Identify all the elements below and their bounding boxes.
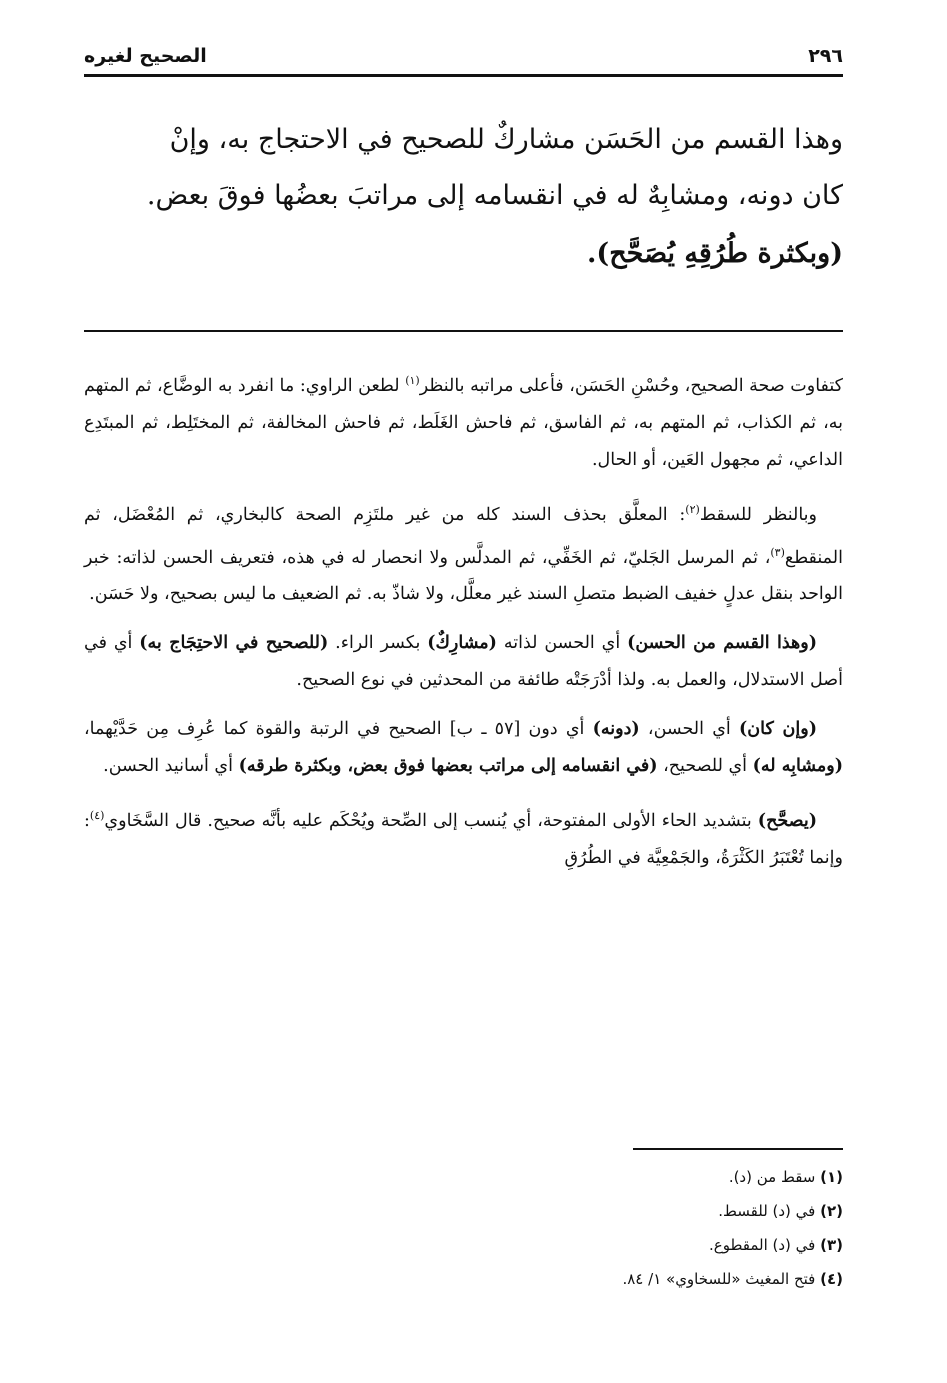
quoted-phrase: (يصحَّح)	[757, 811, 817, 832]
quoted-phrase: (ومشابِه له)	[752, 756, 843, 777]
footnote-ref-4: (٤)	[89, 809, 105, 823]
commentary-paragraph-1: كتفاوت صحة الصحيح، وحُسْنِ الحَسَن، فأعلى مراتبه بالنظر$^{(١)}$ لطعن الراوي: ما انفرد به الوضَّاع، ثم المتهم به، ثم الكذاب، ثم المتهم به، ثم الفاسق، ثم فاحش الغَلَط، ثم فاحش المخالفة، ثم المختَلِط، ثم المبتَدِع الداعي، ثم مجهول العَين، أو الحال.	[84, 374, 843, 470]
quoted-phrase: (في انقسامه إلى مراتب بعضها فوق بعض، وبكثرة طرقه)	[238, 756, 658, 777]
quoted-phrase: (للصحيح في الاحتِجَاج به)	[139, 633, 329, 654]
main-text-line-3: (وبكثرة طُرُقِهِ يُصَحَّح).	[587, 238, 843, 269]
footnote-2: (٢) في (د) للقسط.	[718, 1202, 843, 1220]
commentary	[84, 362, 843, 889]
main-text-line-1: وهذا القسم من الحَسَن مشاركٌ للصحيح في الاحتجاج به، وإنْ	[169, 124, 843, 155]
footnote-ref-2: (٢)	[685, 502, 700, 516]
quoted-phrase: (وهذا القسم من الحسن)	[627, 633, 817, 654]
quoted-phrase: (وإن كان)	[739, 719, 817, 740]
text-divider	[84, 330, 843, 332]
footnote-ref-3: (٣)	[770, 545, 785, 559]
page-number: ٢٩٦	[808, 45, 843, 67]
commentary-paragraph-5: (يصحَّح) بتشديد الحاء الأولى المفتوحة، أي يُنسب إلى الصِّحة ويُحْكَم عليه بأنَّه صحيح. قال السَّخَاوي$^{(٤)}$: وإنما تُعْتَبَرُ الكَثْرَةُ، والجَمْعِيَّة في الطُرُقِ	[84, 809, 843, 869]
commentary-paragraph-3: (وهذا القسم من الحسن) أي الحسن لذاته (مشارِكٌ) بكسر الراء. (للصحيح في الاحتِجَاج به) أي في أصل الاستدلال، والعمل به. ولذا أدْرَجَتْه طائفة من المحدثين في نوع الصحيح.	[84, 633, 843, 691]
main-text	[84, 112, 843, 282]
page-header	[84, 38, 843, 77]
main-text-line-2: كان دونه، ومشابِهٌ له في انقسامه إلى مراتبَ بعضُها فوقَ بعض.	[146, 180, 843, 211]
footnote-divider	[633, 1148, 843, 1150]
running-title: الصحيح لغيره	[84, 45, 207, 67]
commentary-paragraph-4: (وإن كان) أي الحسن، (دونه) أي دون [٥٧ ـ ب] الصحيح في الرتبة والقوة كما عُرِف مِن حَدَّيْهما، (ومشابِه له) أي للصحيح، (في انقسامه إلى مراتب بعضها فوق بعض، وبكثرة طرقه) أي أسانيد الحسن.	[84, 719, 843, 777]
commentary-paragraph-2: وبالنظر للسقط$^{(٢)}$: المعلَّق بحذف السند كله من غير ملتَزِم الصحة كالبخاري، ثم المُعْضَل، ثم المنقطع$^{(٣)}$، ثم المرسل الجَليّ، ثم الخَفِّي، ثم المدلَّس ولا انحصار له في هذه، فتعريف الحسن لذاته: خبر الواحد بنقل عدلٍ خفيف الضبط متصلِ السند غير معلَّل، ولا شاذّ به. ثم الضعيف ما ليس بصحيح، ولا حَسَن.	[84, 502, 843, 605]
footnote-4: (٤) فتح المغيث «للسخاوي» ١/ ٨٤.	[622, 1270, 843, 1288]
footnote-3: (٣) في (د) المقطوع.	[708, 1236, 843, 1254]
footnote-ref-1: (١)	[405, 374, 420, 387]
quoted-phrase: (مشارِكٌ)	[427, 633, 497, 654]
footnotes	[84, 1160, 843, 1296]
footnote-1: (١) سقط من (د).	[728, 1168, 843, 1186]
quoted-phrase: (دونه)	[592, 719, 640, 740]
